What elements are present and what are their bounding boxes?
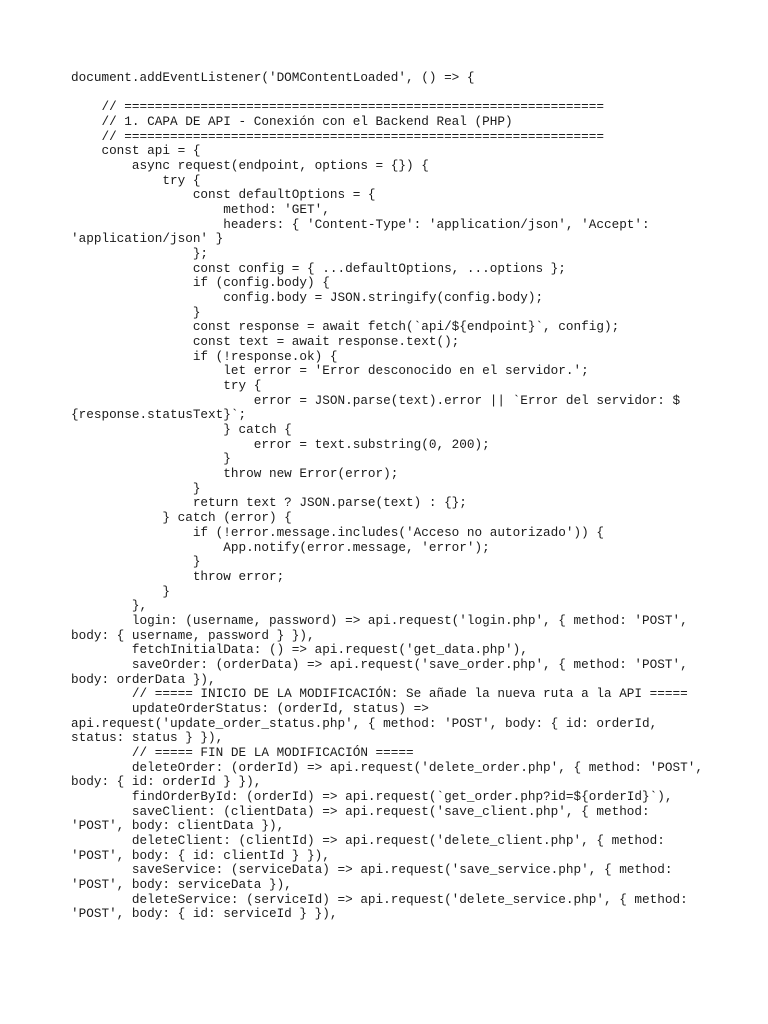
code-line: api.request('update_order_status.php', { method: 'POST', body: { id: orderId, (71, 715, 658, 731)
code-line: return text ? JSON.parse(text) : {}; (71, 495, 467, 511)
code-line: {response.statusText}`; (71, 407, 247, 423)
code-line: throw new Error(error); (71, 466, 399, 482)
code-line: const api = { (71, 143, 201, 159)
code-line: if (!error.message.includes('Acceso no autorizado')) { (71, 524, 604, 540)
blank-line (71, 86, 711, 101)
code-line: 'POST', body: clientData }), (71, 818, 285, 834)
code-line: App.notify(error.message, 'error'); (71, 539, 490, 555)
code-line: config.body = JSON.stringify(config.body); (71, 290, 544, 306)
code-line: headers: { 'Content-Type': 'application/json', 'Accept': (71, 216, 650, 232)
code-line: fetchInitialData: () => api.request('get_data.php'), (71, 642, 528, 658)
code-line: if (config.body) { (71, 275, 330, 291)
code-line: async request(endpoint, options = {}) { (71, 158, 429, 174)
code-line: deleteService: (serviceId) => api.request('delete_service.php', { method: (71, 891, 688, 907)
code-line: } (71, 304, 201, 320)
code-line: let error = 'Error desconocido en el servidor.'; (71, 363, 589, 379)
code-line: document.addEventListener('DOMContentLoaded', () => { (71, 70, 475, 85)
code-line: } catch { (71, 422, 292, 438)
code-listing (71, 71, 711, 922)
code-line: status: status } }), (71, 730, 224, 746)
code-line: // ===== FIN DE LA MODIFICACIÓN ===== (71, 744, 414, 760)
code-line: const defaultOptions = { (71, 187, 376, 203)
code-line: // =============================================================== (71, 128, 604, 144)
code-line: body: { username, password } }), (71, 627, 315, 643)
code-line: throw error; (71, 568, 285, 584)
code-line: method: 'GET', (71, 202, 330, 218)
code-line: }, (71, 598, 148, 614)
code-line: 'POST', body: { id: serviceId } }), (71, 906, 338, 922)
code-line: try { (71, 378, 262, 394)
code-line: error = text.substring(0, 200); (71, 436, 490, 452)
code-line: body: orderData }), (71, 671, 216, 687)
code-line: 'POST', body: { id: clientId } }), (71, 847, 330, 863)
code-line: }; (71, 246, 209, 262)
code-line: // =============================================================== (71, 99, 604, 115)
code-line: 'application/json' } (71, 231, 224, 247)
code-line: findOrderById: (orderId) => api.request(`get_order.php?id=${orderId}`), (71, 788, 673, 804)
code-line: } (71, 583, 170, 599)
code-line: const config = { ...defaultOptions, ...options }; (71, 260, 566, 276)
code-line: const text = await response.text(); (71, 334, 460, 350)
code-line: login: (username, password) => api.request('login.php', { method: 'POST', (71, 612, 688, 628)
code-line: if (!response.ok) { (71, 348, 338, 364)
code-line: saveOrder: (orderData) => api.request('save_order.php', { method: 'POST', (71, 656, 688, 672)
code-line: deleteClient: (clientId) => api.request('delete_client.php', { method: (71, 832, 665, 848)
code-line: error = JSON.parse(text).error || `Error del servidor: $ (71, 392, 681, 408)
code-line: } (71, 451, 231, 467)
code-line: } (71, 554, 201, 570)
code-line: try { (71, 172, 201, 188)
code-line: deleteOrder: (orderId) => api.request('delete_order.php', { method: 'POST', (71, 759, 703, 775)
code-line: const response = await fetch(`api/${endpoint}`, config); (71, 319, 620, 335)
code-line: saveClient: (clientData) => api.request('save_client.php', { method: (71, 803, 650, 819)
code-line: // 1. CAPA DE API - Conexión con el Backend Real (PHP) (71, 114, 513, 130)
code-line: saveService: (serviceData) => api.request('save_service.php', { method: (71, 862, 673, 878)
code-line: } (71, 480, 201, 496)
code-line: // ===== INICIO DE LA MODIFICACIÓN: Se añade la nueva ruta a la API ===== (71, 686, 688, 702)
code-line: 'POST', body: serviceData }), (71, 876, 292, 892)
code-line: body: { id: orderId } }), (71, 774, 262, 790)
code-line: updateOrderStatus: (orderId, status) => (71, 700, 429, 716)
code-line: } catch (error) { (71, 510, 292, 526)
